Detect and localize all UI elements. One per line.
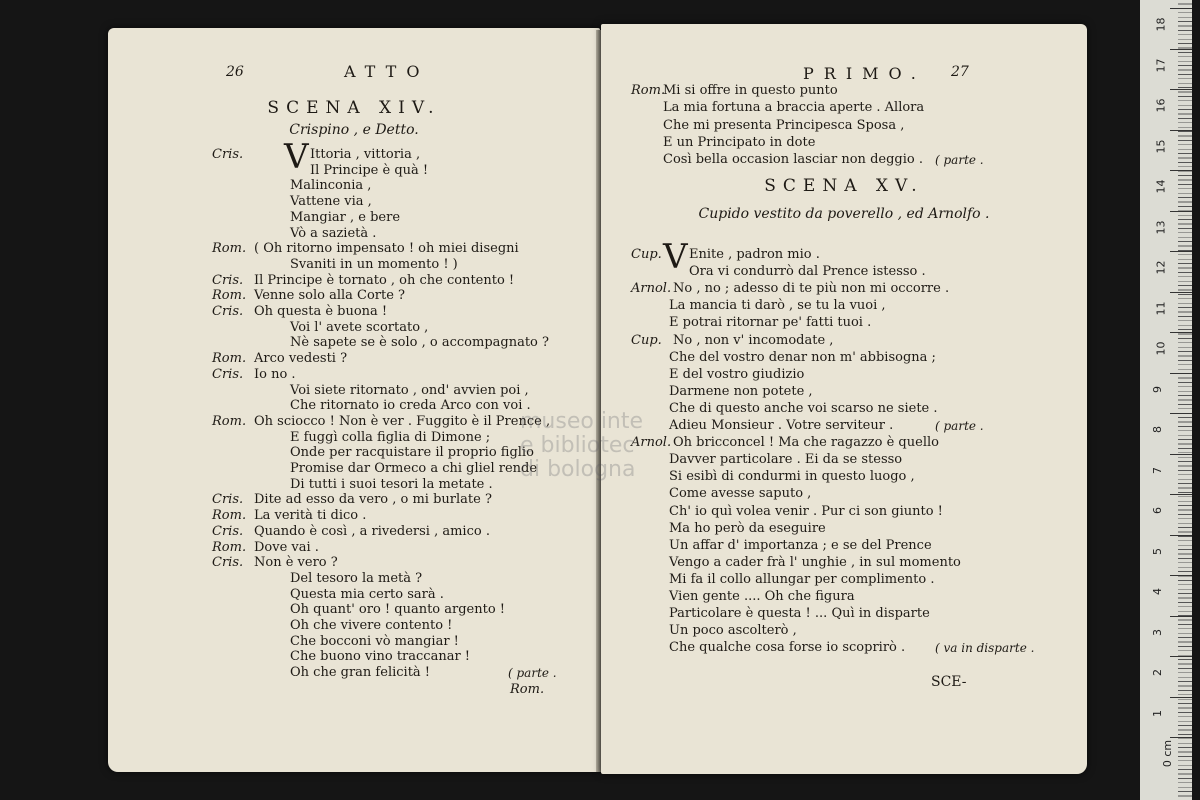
drop-cap: V [284,137,309,177]
ruler-number: 16 [1154,98,1168,113]
ruler-tick [1170,454,1192,455]
verse-text: Oh bricconcel ! Ma che ragazzo è quello [673,435,939,451]
verse-text: Ma ho però da eseguire [669,520,826,536]
dialogue-line [601,639,1087,657]
verse-text: Oh questa è buona ! [254,304,388,319]
right-page [601,24,1087,774]
speaker-name: Rom. [212,351,247,367]
dialogue-line [601,134,1087,152]
dialogue-line [601,468,1087,486]
ruler-number: 17 [1154,58,1168,72]
verse-text: Oh che vivere contento ! [290,618,453,633]
ruler-tick [1170,130,1192,131]
dialogue-line [601,554,1087,572]
verse-text: Mi fa il collo allungar per complimento . [669,571,935,587]
right-scene-title: SCENA XV. [764,176,924,196]
ruler-number: 2 [1151,669,1164,676]
ruler-number: 9 [1151,385,1164,393]
ruler-tick [1170,535,1192,536]
ruler-tick [1170,89,1192,90]
verse-text: Si esibì di condurmi in questo luogo , [669,469,915,485]
dialogue-line [601,485,1087,503]
dialogue-line [601,451,1087,469]
verse-text: Promise dar Ormeco a chi gliel rende [290,461,538,476]
left-scene-title: SCENA XIV. [267,98,441,118]
ruler-tick [1170,737,1192,738]
verse-text: Davver particolare . Ei da se stesso [669,452,903,468]
dialogue-line [601,366,1087,384]
verse-text: E potrai ritornar pe' fatti tuoi . [669,315,872,331]
speaker-name: Cup. [631,247,662,262]
verse-text: Voi siete ritornato , ond' avvien poi , [290,382,529,398]
speaker-name: Cris. [212,492,244,508]
verse-text: E fuggì colla figlia di Dimone ; [290,429,491,445]
ruler-tick [1170,656,1192,657]
verse-text: Oh sciocco ! Non è ver . Fuggito è il Prence , [254,413,551,429]
verse-text: Onde per racquistare il proprio figlio [290,445,534,461]
dialogue-line [601,571,1087,589]
dialogue-line [601,349,1087,367]
ruler-number: 3 [1151,628,1164,636]
verse-text: Oh quant' oro ! quanto argento ! [290,602,506,618]
ruler-tick [1170,292,1192,293]
verse-text: Così bella occasion lasciar non deggio . [663,152,923,168]
speaker-name: Cris. [212,366,244,382]
left-page [108,28,600,772]
dialogue-line [601,280,1087,298]
dialogue-line [601,99,1087,117]
verse-text: Dove vai . [254,539,319,555]
verse-text: Di tutti i suoi tesori la metate . [290,476,493,492]
ruler-number: 10 [1154,341,1168,356]
verse-text: Che buono vino traccanar ! [290,649,471,665]
ruler-number: 14 [1154,179,1168,194]
watermark-line: museo inte [520,409,644,434]
right-scene-subtitle: Cupido vestito da poverello , ed Arnolfo . [698,206,990,222]
verse-text: Vattene via , [290,194,372,210]
right-page-number: 27 [951,64,969,80]
verse-text: Quando è così , a rivedersi , amico . [254,523,490,539]
dialogue-line [601,400,1087,418]
verse-text: Un affar d' importanza ; e se del Prence [669,537,932,553]
verse-text: Nè sapete se è solo , o accompagnato ? [290,335,549,351]
drop-cap: V [663,237,688,277]
verse-text: Che mi presenta Principesca Sposa , [663,117,905,133]
verse-text: Adieu Monsieur . Votre serviteur . [669,418,894,433]
measurement-ruler [1140,0,1192,800]
speaker-name: Cup. [631,332,662,348]
ruler-tick [1170,49,1192,50]
stage-direction: ( parte . [935,153,984,168]
verse-text: E un Principato in dote [663,134,816,150]
ruler-number: 13 [1154,220,1168,234]
ruler-number: 8 [1151,426,1164,433]
watermark-line: di bologna [520,457,636,482]
verse-text: Che del vostro denar non m' abbisogna ; [669,349,936,365]
speaker-name: Cris. [212,304,244,319]
left-page-number: 26 [226,64,244,80]
verse-text: Che ritornato io creda Arco con voi . [290,398,531,414]
left-catchword: Rom. [510,682,545,697]
verse-text: No , non v' incomodate , [673,332,834,348]
verse-text: Darmene non potete , [669,383,813,399]
left-scene-subtitle: Crispino , e Detto. [289,122,419,138]
verse-text: La mancia ti darò , se tu la vuoi , [669,298,886,314]
dialogue-line [601,503,1087,521]
dialogue-line [601,297,1087,315]
speaker-name: Rom. [212,539,247,555]
verse-text: Un poco ascolterò , [669,623,797,639]
right-catchword: SCE- [931,674,967,690]
stage-direction: ( parte . [935,419,984,433]
verse-text: Il Principe è quà ! [310,162,429,178]
verse-text: E del vostro giudizio [669,366,805,382]
dialogue-line [601,82,1087,100]
verse-text: Vien gente .... Oh che figura [669,589,855,604]
ruler-number: 18 [1154,17,1168,32]
speaker-name: Rom. [212,508,247,524]
ruler-number: 5 [1151,547,1164,555]
watermark [520,410,643,482]
verse-text: Vengo a cader frà l' unghie , in sul momento [669,554,961,570]
ruler-number: 11 [1154,301,1168,315]
dialogue-line [601,605,1087,623]
dialogue-line [601,588,1087,606]
dialogue-line [601,383,1087,401]
ruler-tick [1170,616,1192,617]
verse-text: Vò a sazietà . [290,225,377,241]
ruler-tick [1170,697,1192,698]
verse-text: No , no ; adesso di te più non mi occorre . [673,281,950,297]
verse-text: Ch' io quì volea venir . Pur ci son giunto ! [669,503,943,519]
verse-text: Voi l' avete scortato , [290,319,429,335]
verse-text: Non è vero ? [254,555,338,571]
verse-text: Mi si offre in questo punto [663,83,838,98]
verse-text: Che qualche cosa forse io scoprirò . [669,640,906,656]
ruler-number: 15 [1154,139,1168,153]
verse-text: Mangiar , e bere [290,209,401,225]
dialogue-line [601,314,1087,332]
speaker-name: Rom. [212,413,247,429]
ruler-number: 7 [1151,466,1164,474]
ruler-number: 6 [1151,507,1164,514]
ruler-number: 0 cm [1161,739,1175,768]
verse-text: Questa mia certo sarà . [290,586,444,602]
ruler-tick [1170,170,1192,171]
ruler-tick [1170,332,1192,333]
dialogue-line [601,520,1087,538]
verse-text: Enite , padron mio . [689,247,820,262]
ruler-tick [1170,494,1192,495]
dialogue-line [601,434,1087,452]
verse-text: Ora vi condurrò dal Prence istesso . [689,264,926,280]
verse-text: ( Oh ritorno impensato ! oh miei disegni [254,241,519,257]
verse-text: Dite ad esso da vero , o mi burlate ? [254,492,492,508]
verse-text: Io no . [254,366,296,382]
verse-text: Il Principe è tornato , oh che contento ! [254,272,515,288]
dialogue-line [601,263,1087,281]
speaker-name: Cris. [212,523,244,539]
dialogue-line [601,417,1087,435]
speaker-name: Arnol. [631,435,672,451]
speaker-name: Cris. [212,147,244,162]
left-running-header: ATTO [344,62,430,81]
verse-text: La mia fortuna a braccia aperte . Allora [663,100,925,116]
dialogue-line [601,151,1087,169]
watermark-line: e bibliotec [520,433,635,458]
ruler-tick [1170,575,1192,576]
speaker-name: Arnol. [631,281,672,297]
verse-text: Come avesse saputo , [669,486,812,502]
dialogue-line [601,537,1087,555]
dialogue-line [601,622,1087,640]
left-stage-direction: ( parte . [508,666,557,680]
ruler-number: 4 [1151,588,1164,595]
speaker-name: Rom. [212,288,247,304]
dialogue-line [601,332,1087,350]
verse-text: Oh che gran felicità ! [290,665,431,681]
verse-text: Malinconia , [290,178,372,194]
verse-text: Venne solo alla Corte ? [254,288,406,304]
speaker-name: Cris. [212,555,244,571]
verse-text: Arco vedesti ? [254,351,348,367]
ruler-number: 12 [1154,260,1168,275]
ruler-number: 1 [1151,709,1164,717]
verse-text: Ittoria , vittoria , [310,147,421,162]
verse-text: Che di questo anche voi scarso ne siete . [669,400,938,416]
verse-text: Svaniti in un momento ! ) [290,256,458,272]
ruler-tick [1170,251,1192,252]
ruler-tick [1170,373,1192,374]
dialogue-line [601,117,1087,135]
verse-text: La verità ti dico . [254,508,367,524]
stage-direction: ( va in disparte . [935,641,1035,656]
ruler-tick [1170,413,1192,414]
verse-text: Particolare è questa ! ... Quì in disparte [669,606,930,622]
speaker-name: Cris. [212,272,244,288]
verse-text: Del tesoro la metà ? [290,570,423,586]
speaker-name: Rom. [212,241,247,257]
ruler-tick [1170,8,1192,9]
right-running-header: PRIMO. [803,64,926,83]
ruler-tick [1170,211,1192,212]
speaker-name: Rom. [631,83,666,98]
verse-text: Che bocconi vò mangiar ! [290,633,459,649]
